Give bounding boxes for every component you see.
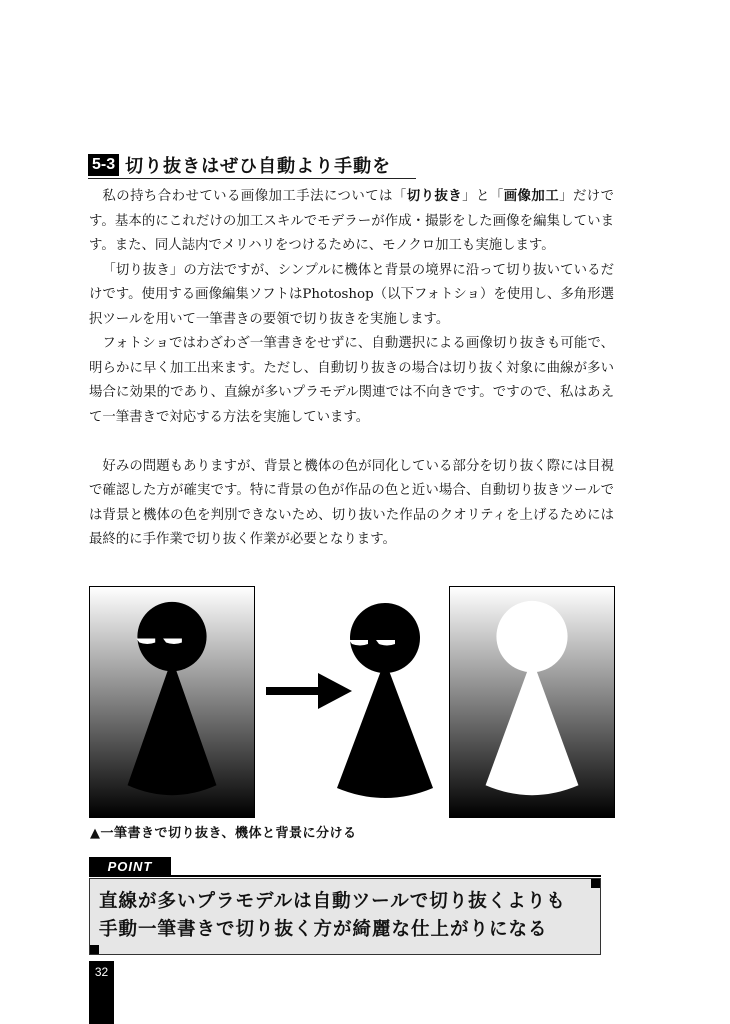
figure-background-panel — [449, 586, 615, 818]
bold-term: 切り抜き — [406, 188, 463, 204]
paragraph — [89, 259, 614, 333]
page-number: 32 — [94, 965, 109, 979]
bold-term: 画像加工 — [503, 188, 560, 204]
text-segment: 」だけです。基本的にこれだけの加工スキルでモデラーが作成・撮影をした画像を編集しています。また、同人誌内でメリハリをつけるために、モノクロ加工も実施します。 — [89, 189, 615, 253]
corner-square-icon — [90, 945, 99, 954]
text-segment: 」と「 — [462, 189, 504, 204]
point-label — [89, 857, 171, 875]
background-image — [450, 587, 614, 817]
original-image — [90, 587, 254, 817]
paragraph — [89, 455, 614, 553]
figure-original-panel — [89, 586, 255, 818]
point-label-text: POINT — [107, 858, 153, 874]
paragraph — [89, 184, 614, 259]
point-text — [99, 888, 566, 944]
section-heading — [88, 152, 416, 179]
point-box — [89, 878, 601, 955]
point-line-2: 手動一筆書きで切り抜く方が綺麗な仕上がりになる — [99, 919, 548, 940]
section-number: 5-3 — [88, 154, 119, 176]
text-segment: 「切り抜き」の方法ですが、シンプルに機体と背景の境界に沿って切り抜いているだけです。使用する画像編集ソフトはPhotoshop（以下フォトショ）を使用し、多角形選択ツールを用いて一筆書きの要領で切り抜きを実施します。 — [89, 262, 614, 327]
corner-square-icon — [591, 879, 600, 888]
text-segment: 私の持ち合わせている画像加工手法については「 — [102, 189, 407, 204]
paragraph — [89, 332, 614, 430]
text-segment: 好みの問題もありますが、背景と機体の色が同化している部分を切り抜く際には目視で確認した方が確実です。特に背景の色が作品の色と近い場合、自動切り抜きツールでは背景と機体の色を判別できないため、切り抜いた作品のクオリティを上げるためには最終的に手作業で切り抜く作業が必要となります。 — [89, 458, 614, 547]
cutout-subject-image — [330, 600, 440, 805]
text-segment: フォトショではわざわざ一筆書きをせずに、自動選択による画像切り抜きも可能で、明らかに早く加工出来ます。ただし、自動切り抜きの場合は切り抜く対象に曲線が多い場合に効果的であり、直線が多いプラモデル関連では不向きです。ですので、私はあえて一筆書きで対応する方法を実施しています。 — [89, 336, 614, 425]
figure-caption: ▲一筆書きで切り抜き、機体と背景に分ける — [90, 826, 357, 841]
section-title: 切り抜きはぜひ自動より手動を — [125, 156, 392, 177]
point-divider — [89, 875, 601, 877]
body-text — [89, 184, 614, 553]
point-line-1: 直線が多いプラモデルは自動ツールで切り抜くよりも — [99, 891, 566, 912]
